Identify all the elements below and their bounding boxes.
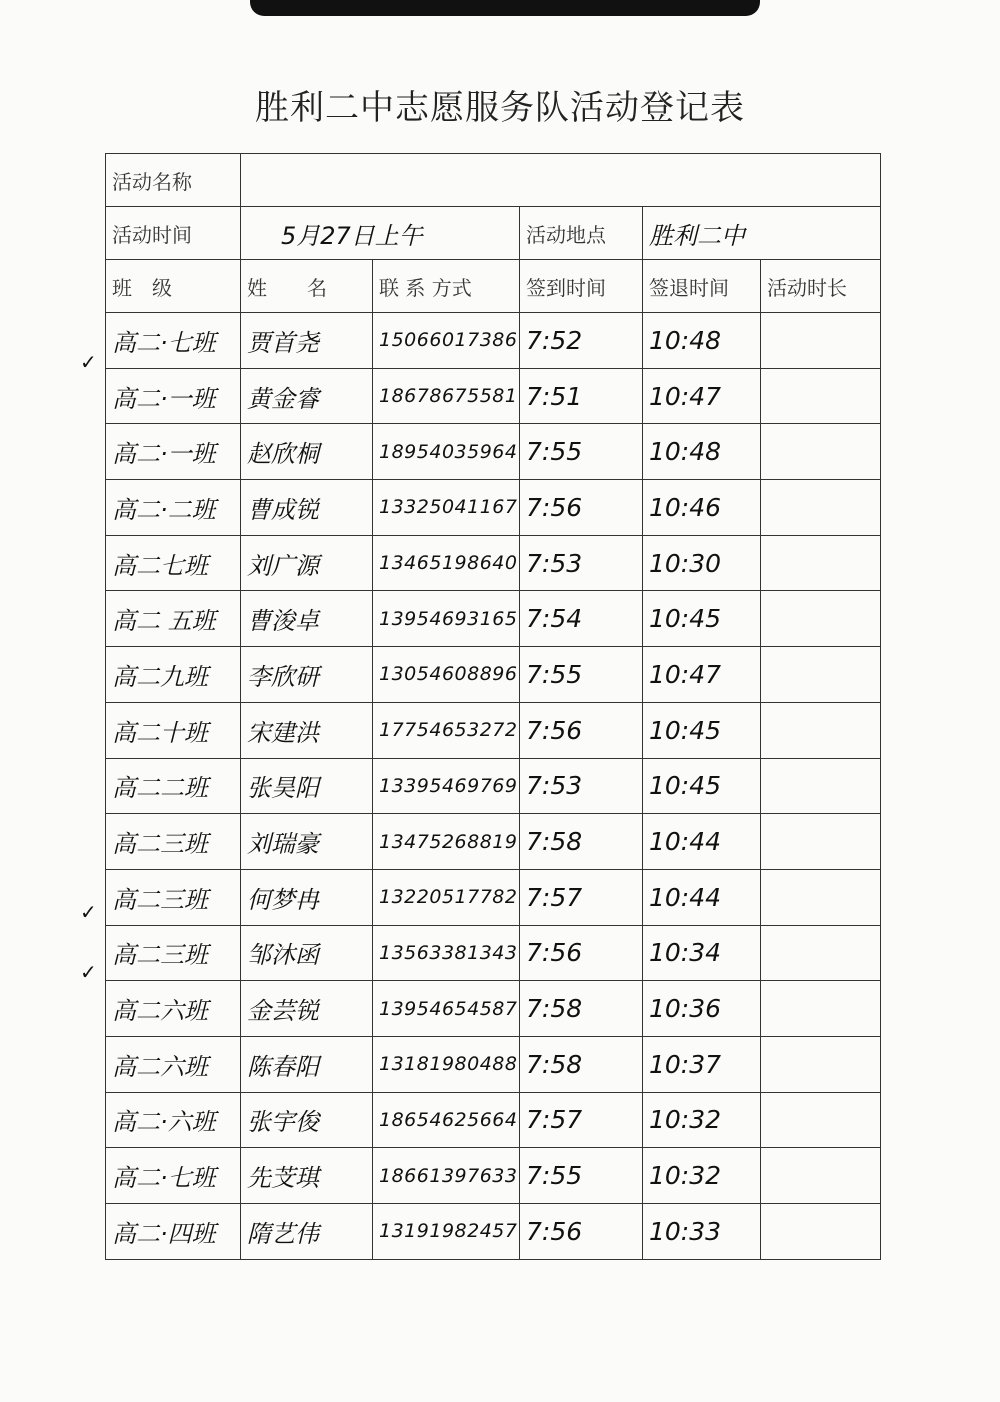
registration-table <box>105 153 881 1260</box>
cell-class: 高二十班 <box>106 702 241 758</box>
cell-phone: 13181980488 <box>373 1036 520 1092</box>
cell-class: 高二三班 <box>106 925 241 981</box>
column-header-sign-in: 签到时间 <box>520 260 643 313</box>
cell-name: 刘瑞豪 <box>241 814 373 870</box>
cell-sign-in: 7:56 <box>520 925 643 981</box>
column-header-class: 班 级 <box>106 260 241 313</box>
cell-name: 宋建洪 <box>241 702 373 758</box>
cell-name: 贾首尧 <box>241 313 373 369</box>
cell-name: 金芸锐 <box>241 981 373 1037</box>
activity-time-value: 5月27日上午 <box>241 207 520 260</box>
cell-phone: 13220517782 <box>373 869 520 925</box>
activity-name-row <box>106 154 881 207</box>
cell-sign-out: 10:30 <box>643 535 761 591</box>
cell-duration <box>761 869 881 925</box>
check-mark: ✓ <box>80 960 97 984</box>
cell-sign-in: 7:52 <box>520 313 643 369</box>
cell-phone: 13465198640 <box>373 535 520 591</box>
cell-duration <box>761 702 881 758</box>
cell-class: 高二六班 <box>106 1036 241 1092</box>
check-mark: ✓ <box>80 350 97 374</box>
cell-name: 黄金睿 <box>241 368 373 424</box>
cell-phone: 13563381343 <box>373 925 520 981</box>
cell-sign-in: 7:55 <box>520 1148 643 1204</box>
cell-phone: 18661397633 <box>373 1148 520 1204</box>
cell-class: 高二·一班 <box>106 368 241 424</box>
photo-edge-shadow <box>250 0 760 16</box>
table-row <box>106 424 881 480</box>
cell-phone: 18678675581 <box>373 368 520 424</box>
cell-name: 曹浚卓 <box>241 591 373 647</box>
column-header-sign-out: 签退时间 <box>643 260 761 313</box>
cell-sign-out: 10:48 <box>643 424 761 480</box>
cell-sign-in: 7:56 <box>520 480 643 536</box>
table-body <box>106 313 881 1260</box>
cell-class: 高二·六班 <box>106 1092 241 1148</box>
table-row <box>106 1092 881 1148</box>
table-row <box>106 1148 881 1204</box>
table-row <box>106 480 881 536</box>
cell-class: 高二·四班 <box>106 1204 241 1260</box>
cell-sign-out: 10:48 <box>643 313 761 369</box>
table-row <box>106 869 881 925</box>
cell-phone: 15066017386 <box>373 313 520 369</box>
cell-duration <box>761 647 881 703</box>
cell-phone: 17754653272 <box>373 702 520 758</box>
cell-phone: 13954654587 <box>373 981 520 1037</box>
cell-class: 高二·七班 <box>106 313 241 369</box>
cell-sign-out: 10:45 <box>643 591 761 647</box>
table-row <box>106 1036 881 1092</box>
cell-duration <box>761 480 881 536</box>
table-row <box>106 758 881 814</box>
cell-duration <box>761 424 881 480</box>
cell-sign-in: 7:53 <box>520 535 643 591</box>
cell-name: 邹沐函 <box>241 925 373 981</box>
cell-duration <box>761 1092 881 1148</box>
cell-name: 何梦冉 <box>241 869 373 925</box>
cell-sign-out: 10:32 <box>643 1092 761 1148</box>
cell-name: 张宇俊 <box>241 1092 373 1148</box>
activity-name-value <box>241 154 881 207</box>
cell-sign-out: 10:47 <box>643 647 761 703</box>
cell-class: 高二·二班 <box>106 480 241 536</box>
table-row <box>106 814 881 870</box>
table-row <box>106 981 881 1037</box>
cell-name: 李欣研 <box>241 647 373 703</box>
cell-sign-in: 7:55 <box>520 424 643 480</box>
column-header-duration: 活动时长 <box>761 260 881 313</box>
cell-name: 陈春阳 <box>241 1036 373 1092</box>
table-row <box>106 1204 881 1260</box>
activity-time-row <box>106 207 881 260</box>
cell-class: 高二七班 <box>106 535 241 591</box>
column-header-row <box>106 260 881 313</box>
cell-class: 高二·七班 <box>106 1148 241 1204</box>
cell-class: 高二三班 <box>106 869 241 925</box>
cell-phone: 18954035964 <box>373 424 520 480</box>
cell-name: 隋艺伟 <box>241 1204 373 1260</box>
cell-sign-in: 7:56 <box>520 702 643 758</box>
column-header-name: 姓 名 <box>241 260 373 313</box>
activity-time-label: 活动时间 <box>106 207 241 260</box>
cell-class: 高二九班 <box>106 647 241 703</box>
cell-phone: 13395469769 <box>373 758 520 814</box>
table-row <box>106 313 881 369</box>
cell-sign-in: 7:58 <box>520 981 643 1037</box>
cell-phone: 13191982457 <box>373 1204 520 1260</box>
cell-phone: 13054608896 <box>373 647 520 703</box>
cell-name: 先芠琪 <box>241 1148 373 1204</box>
column-header-phone: 联 系 方式 <box>373 260 520 313</box>
cell-sign-out: 10:45 <box>643 702 761 758</box>
cell-phone: 13325041167 <box>373 480 520 536</box>
cell-duration <box>761 758 881 814</box>
cell-name: 曹成锐 <box>241 480 373 536</box>
cell-sign-out: 10:36 <box>643 981 761 1037</box>
cell-duration <box>761 925 881 981</box>
table-row <box>106 535 881 591</box>
cell-duration <box>761 313 881 369</box>
cell-sign-out: 10:32 <box>643 1148 761 1204</box>
cell-sign-out: 10:44 <box>643 869 761 925</box>
cell-duration <box>761 591 881 647</box>
table-row <box>106 647 881 703</box>
cell-sign-in: 7:57 <box>520 869 643 925</box>
cell-sign-in: 7:54 <box>520 591 643 647</box>
cell-class: 高二六班 <box>106 981 241 1037</box>
cell-duration <box>761 981 881 1037</box>
cell-sign-in: 7:53 <box>520 758 643 814</box>
table-row <box>106 368 881 424</box>
activity-name-label: 活动名称 <box>106 154 241 207</box>
cell-sign-in: 7:55 <box>520 647 643 703</box>
cell-sign-out: 10:47 <box>643 368 761 424</box>
cell-class: 高二二班 <box>106 758 241 814</box>
cell-name: 刘广源 <box>241 535 373 591</box>
cell-sign-in: 7:58 <box>520 814 643 870</box>
cell-name: 张昊阳 <box>241 758 373 814</box>
cell-sign-in: 7:56 <box>520 1204 643 1260</box>
document-title: 胜利二中志愿服务队活动登记表 <box>255 88 745 128</box>
cell-duration <box>761 535 881 591</box>
cell-class: 高二三班 <box>106 814 241 870</box>
cell-phone: 13475268819 <box>373 814 520 870</box>
cell-sign-out: 10:37 <box>643 1036 761 1092</box>
activity-place-label: 活动地点 <box>520 207 643 260</box>
check-mark: ✓ <box>80 900 97 924</box>
registration-form <box>105 153 880 1260</box>
cell-class: 高二 五班 <box>106 591 241 647</box>
cell-duration <box>761 1148 881 1204</box>
cell-duration <box>761 1036 881 1092</box>
cell-duration <box>761 1204 881 1260</box>
cell-name: 赵欣桐 <box>241 424 373 480</box>
cell-duration <box>761 368 881 424</box>
cell-sign-out: 10:46 <box>643 480 761 536</box>
cell-sign-out: 10:45 <box>643 758 761 814</box>
table-row <box>106 702 881 758</box>
cell-sign-out: 10:34 <box>643 925 761 981</box>
table-row <box>106 925 881 981</box>
cell-phone: 13954693165 <box>373 591 520 647</box>
cell-sign-out: 10:44 <box>643 814 761 870</box>
cell-phone: 18654625664 <box>373 1092 520 1148</box>
table-row <box>106 591 881 647</box>
cell-sign-out: 10:33 <box>643 1204 761 1260</box>
activity-place-value: 胜利二中 <box>643 207 881 260</box>
cell-sign-in: 7:57 <box>520 1092 643 1148</box>
cell-sign-in: 7:58 <box>520 1036 643 1092</box>
cell-sign-in: 7:51 <box>520 368 643 424</box>
cell-class: 高二·一班 <box>106 424 241 480</box>
cell-duration <box>761 814 881 870</box>
